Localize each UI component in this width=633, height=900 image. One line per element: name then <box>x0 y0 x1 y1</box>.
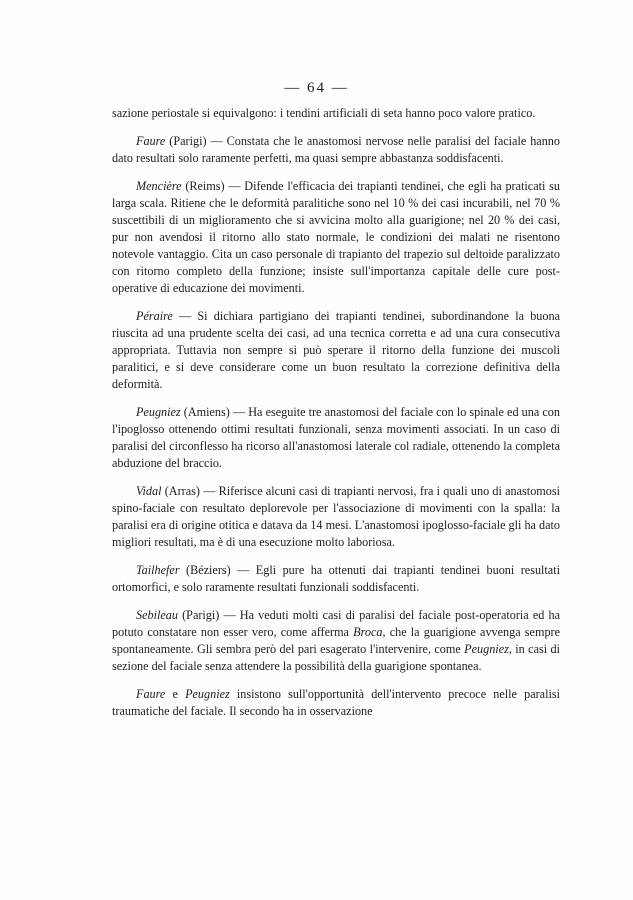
paragraph-continuation <box>112 105 560 122</box>
author-name: Mencière <box>136 179 182 193</box>
paragraph-text: (Parigi) — Ha veduti molti casi di paralisi del faciale post-operatoria ed ha potuto constatare non esser vero, come afferma <box>112 608 560 639</box>
paragraph-faure <box>112 133 560 167</box>
author-name: Péraire <box>136 309 173 323</box>
author-name: Vidal <box>136 484 162 498</box>
author-name: Tailhefer <box>136 563 180 577</box>
paragraph-peraire <box>112 308 560 393</box>
paragraph-text: (Arras) — Riferisce alcuni casi di trapianti nervosi, fra i quali uno di anastomosi spino-faciale con resultato deplorevole per l'associazione di movimenti con la spalla: la paralisi era di origine otitica e datava da 14 mesi. L'anastomosi ipoglosso-faciale gli ha dato migliori resultati, ma è di una esecuzione molto laboriosa. <box>112 484 560 549</box>
paragraph-menciere <box>112 178 560 297</box>
cited-author: Broca <box>353 625 383 639</box>
paragraph-faure-peugniez <box>112 686 560 720</box>
page-number: — 64 — <box>284 80 349 96</box>
author-name: Peugniez <box>185 687 230 701</box>
paragraph-text: , in casi di sezione del faciale senza attendere la possibilità della guarigione spontanea. <box>112 642 560 673</box>
paragraph-text: sazione periostale si equivalgono: i tendini artificiali di seta hanno poco valore pratico. <box>112 106 536 120</box>
paragraph-text: insistono sull'opportunità dell'intervento precoce nelle paralisi traumatiche del faciale. Il secondo ha in osservazione <box>112 687 560 718</box>
paragraph-text: (Béziers) — Egli pure ha ottenuti dai trapianti tendinei buoni resultati ortomorfici, e solo raramente resultati funzionali soddisfacenti. <box>112 563 560 594</box>
paragraph-text: (Parigi) — Constata che le anastomosi nervose nelle paralisi del faciale hanno dato resultati solo raramente perfetti, ma quasi sempre abbastanza soddisfacenti. <box>112 134 560 165</box>
paragraph-text: (Reims) — Difende l'efficacia dei trapianti tendinei, che egli ha praticati su larga scala. Ritiene che le deformità paralitiche sono nel 10 % dei casi incurabili, nel 70 % suscettibili di un miglioramento che si avvicina molto alla guarigione; nel 20 % dei casi, pur non avendosi il ritorno allo stato normale, le condizioni dei malati ne risentono notevole vantaggio. Cita un caso personale di trapianto del trapezio sul deltoide paralizzato con ritorno completo della funzione; insiste sull'importanza capitale delle cure post-operative di educazione dei movimenti. <box>112 179 560 295</box>
paragraph-text: — Si dichiara partigiano dei trapianti tendinei, subordinandone la buona riuscita ad una prudente scelta dei casi, ad una tecnica corretta e ad una cura consecutiva appropriata. Tuttavia non sempre si può sperare il ritorno della funzione dei muscoli paralitici, e si deve considerare come un buon resultato la correzione definitiva della deformità. <box>112 309 560 391</box>
connector-text: e <box>165 687 186 701</box>
author-name: Peugniez <box>136 405 181 419</box>
paragraph-text: (Amiens) — Ha eseguite tre anastomosi del faciale con lo spinale ed una con l'ipoglosso ottenendo ottimi resultati funzionali, senza movimenti associati. In un caso di paralisi del circonflesso ha ricorso all'anastomosi laterale col radiale, ottenendo la completa abduzione del braccio. <box>112 405 560 470</box>
paragraph-vidal <box>112 483 560 551</box>
cited-author: Peugniez <box>464 642 509 656</box>
author-name: Sebileau <box>136 608 178 622</box>
paragraph-peugniez <box>112 404 560 472</box>
paragraph-text: , che la guarigione avvenga sempre spontaneamente. Gli sembra però del pari esagerato l'intervenire, come <box>112 625 561 656</box>
paragraph-tailhefer <box>112 562 560 596</box>
author-name: Faure <box>136 687 166 701</box>
paragraph-sebileau <box>112 607 560 675</box>
text-body <box>112 105 560 720</box>
author-name: Faure <box>136 134 166 148</box>
